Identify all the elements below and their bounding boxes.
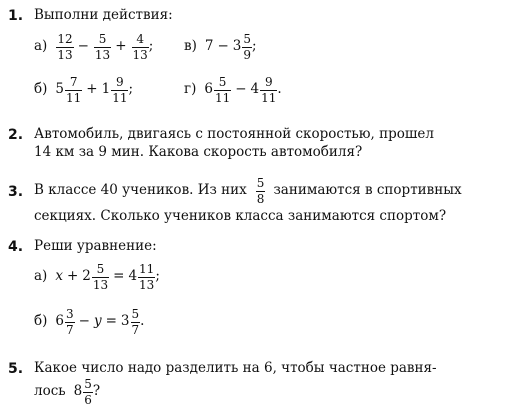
problem-3-line-2: секциях. Сколько учеников класса занимаются спортом? bbox=[34, 208, 447, 224]
operator: − bbox=[217, 38, 229, 55]
problem-2-line-1: Автомобиль, двигаясь с постоянной скоростью, прошел bbox=[34, 126, 434, 142]
fraction: $\frac{5}{9}$ bbox=[243, 32, 252, 62]
punctuation: ; bbox=[128, 81, 134, 98]
fraction: $\frac{11}{13}$ bbox=[139, 262, 155, 292]
punctuation: ? bbox=[92, 383, 101, 400]
punctuation: . bbox=[140, 313, 145, 330]
whole-number: 7 bbox=[204, 38, 214, 55]
problem-3-text-a: В классе 40 учеников. Из них bbox=[34, 182, 247, 199]
problem-3-number: 3. bbox=[8, 184, 24, 200]
whole-number: 6 bbox=[204, 81, 213, 98]
operator: + bbox=[86, 81, 98, 98]
part-label: в) bbox=[184, 38, 197, 55]
problem-5-number: 5. bbox=[8, 361, 24, 377]
variable-x: x bbox=[55, 268, 63, 285]
part-label: а) bbox=[34, 38, 48, 55]
variable-y: y bbox=[93, 313, 102, 330]
problem-4-number: 4. bbox=[8, 239, 24, 255]
fraction: $\frac{5}{8}$ bbox=[256, 176, 265, 206]
problem-1b bbox=[34, 76, 133, 104]
whole-number: 3 bbox=[232, 38, 242, 55]
problem-2-line-2: 14 км за 9 мин. Какова скорость автомобиля? bbox=[34, 144, 363, 160]
problem-1-title: Выполни действия: bbox=[34, 7, 173, 23]
fraction: $\frac{7}{11}$ bbox=[66, 75, 82, 105]
problem-4a bbox=[34, 263, 160, 291]
fraction: $\frac{5}{13}$ bbox=[94, 32, 111, 62]
whole-number: 4 bbox=[128, 268, 138, 285]
operator: + bbox=[66, 268, 79, 285]
part-label: б) bbox=[34, 313, 48, 330]
whole-number: 3 bbox=[120, 313, 130, 330]
problem-5-line-1: Какое число надо разделить на 6, чтобы частное равня- bbox=[34, 360, 437, 376]
operator: + bbox=[115, 38, 127, 55]
problem-5-text: лось bbox=[34, 383, 66, 400]
whole-number: 4 bbox=[250, 81, 260, 98]
fraction: $\frac{5}{13}$ bbox=[92, 262, 109, 292]
fraction: $\frac{12}{13}$ bbox=[57, 32, 73, 62]
part-label: г) bbox=[184, 81, 197, 98]
problem-3-text-b: занимаются в спортивных bbox=[273, 182, 462, 199]
fraction: $\frac{5}{11}$ bbox=[214, 75, 231, 105]
punctuation: ; bbox=[252, 38, 257, 55]
equals: = bbox=[105, 313, 117, 330]
fraction: $\frac{5}{7}$ bbox=[131, 307, 140, 337]
problem-2-number: 2. bbox=[8, 127, 24, 143]
whole-number: 6 bbox=[55, 313, 64, 330]
problem-5-line-2 bbox=[34, 378, 100, 406]
problem-1-number: 1. bbox=[8, 8, 24, 24]
whole-number: 5 bbox=[55, 81, 64, 98]
equals: = bbox=[113, 268, 125, 285]
whole-number: 1 bbox=[101, 81, 111, 98]
problem-4b bbox=[34, 308, 144, 336]
fraction: $\frac{4}{13}$ bbox=[132, 32, 148, 62]
operator: − bbox=[78, 313, 90, 330]
problem-1a bbox=[34, 33, 153, 61]
fraction: $\frac{5}{6}$ bbox=[84, 377, 92, 407]
punctuation: ; bbox=[148, 38, 154, 55]
part-label: б) bbox=[34, 81, 48, 98]
punctuation: ; bbox=[155, 268, 160, 285]
problem-1v bbox=[184, 33, 257, 61]
problem-4-title: Реши уравнение: bbox=[34, 238, 157, 254]
fraction: $\frac{3}{7}$ bbox=[66, 307, 74, 337]
part-label: а) bbox=[34, 268, 48, 285]
punctuation: . bbox=[277, 81, 282, 98]
operator: − bbox=[77, 38, 89, 55]
whole-number: 2 bbox=[82, 268, 91, 285]
problem-3-line-1 bbox=[34, 177, 462, 205]
fraction: $\frac{9}{11}$ bbox=[112, 75, 128, 105]
operator: − bbox=[235, 81, 247, 98]
whole-number: 8 bbox=[73, 383, 83, 400]
problem-1g bbox=[184, 76, 282, 104]
fraction: $\frac{9}{11}$ bbox=[261, 75, 277, 105]
